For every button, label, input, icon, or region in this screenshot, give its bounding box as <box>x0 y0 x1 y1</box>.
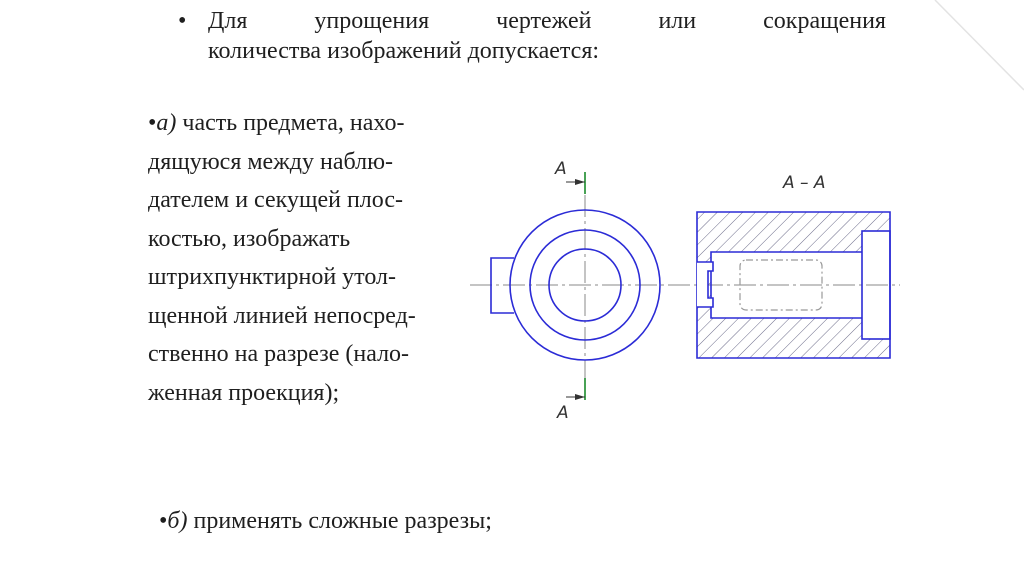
intro-word: или <box>658 8 697 34</box>
item-a-line: костью, изображать <box>148 225 351 252</box>
section-title: А – А <box>783 173 826 193</box>
intro-bullet: • <box>178 8 187 34</box>
item-a-line: женная проекция); <box>148 379 340 406</box>
item-a-text: часть предмета, нахо- <box>182 110 405 136</box>
item-b-bullet: • <box>159 508 168 534</box>
intro-word: сокращения <box>763 8 886 34</box>
item-b-letter: б) <box>167 508 188 534</box>
item-a-line: штрихпунктирной утол- <box>148 264 396 290</box>
item-a-letter: а) <box>156 110 177 136</box>
intro-line-2: количества изображений допускается: <box>208 38 600 64</box>
cut-label-top: А <box>555 159 567 179</box>
cut-label-bottom: А <box>557 403 569 423</box>
item-a-line: щенной линией непосред- <box>148 302 416 329</box>
item-b-text: применять сложные разрезы; <box>193 508 492 534</box>
item-a-line: ственно на разрезе (нало- <box>148 341 410 367</box>
item-a-line: дящуюся между наблю- <box>148 148 393 175</box>
item-a-bullet: • <box>148 110 157 136</box>
intro-word: чертежей <box>496 8 592 34</box>
cutting-plane-marks <box>554 159 585 423</box>
item-a-line: дателем и секущей плос- <box>148 187 403 213</box>
intro-word: упрощения <box>314 8 430 34</box>
intro-word: Для <box>208 8 248 34</box>
